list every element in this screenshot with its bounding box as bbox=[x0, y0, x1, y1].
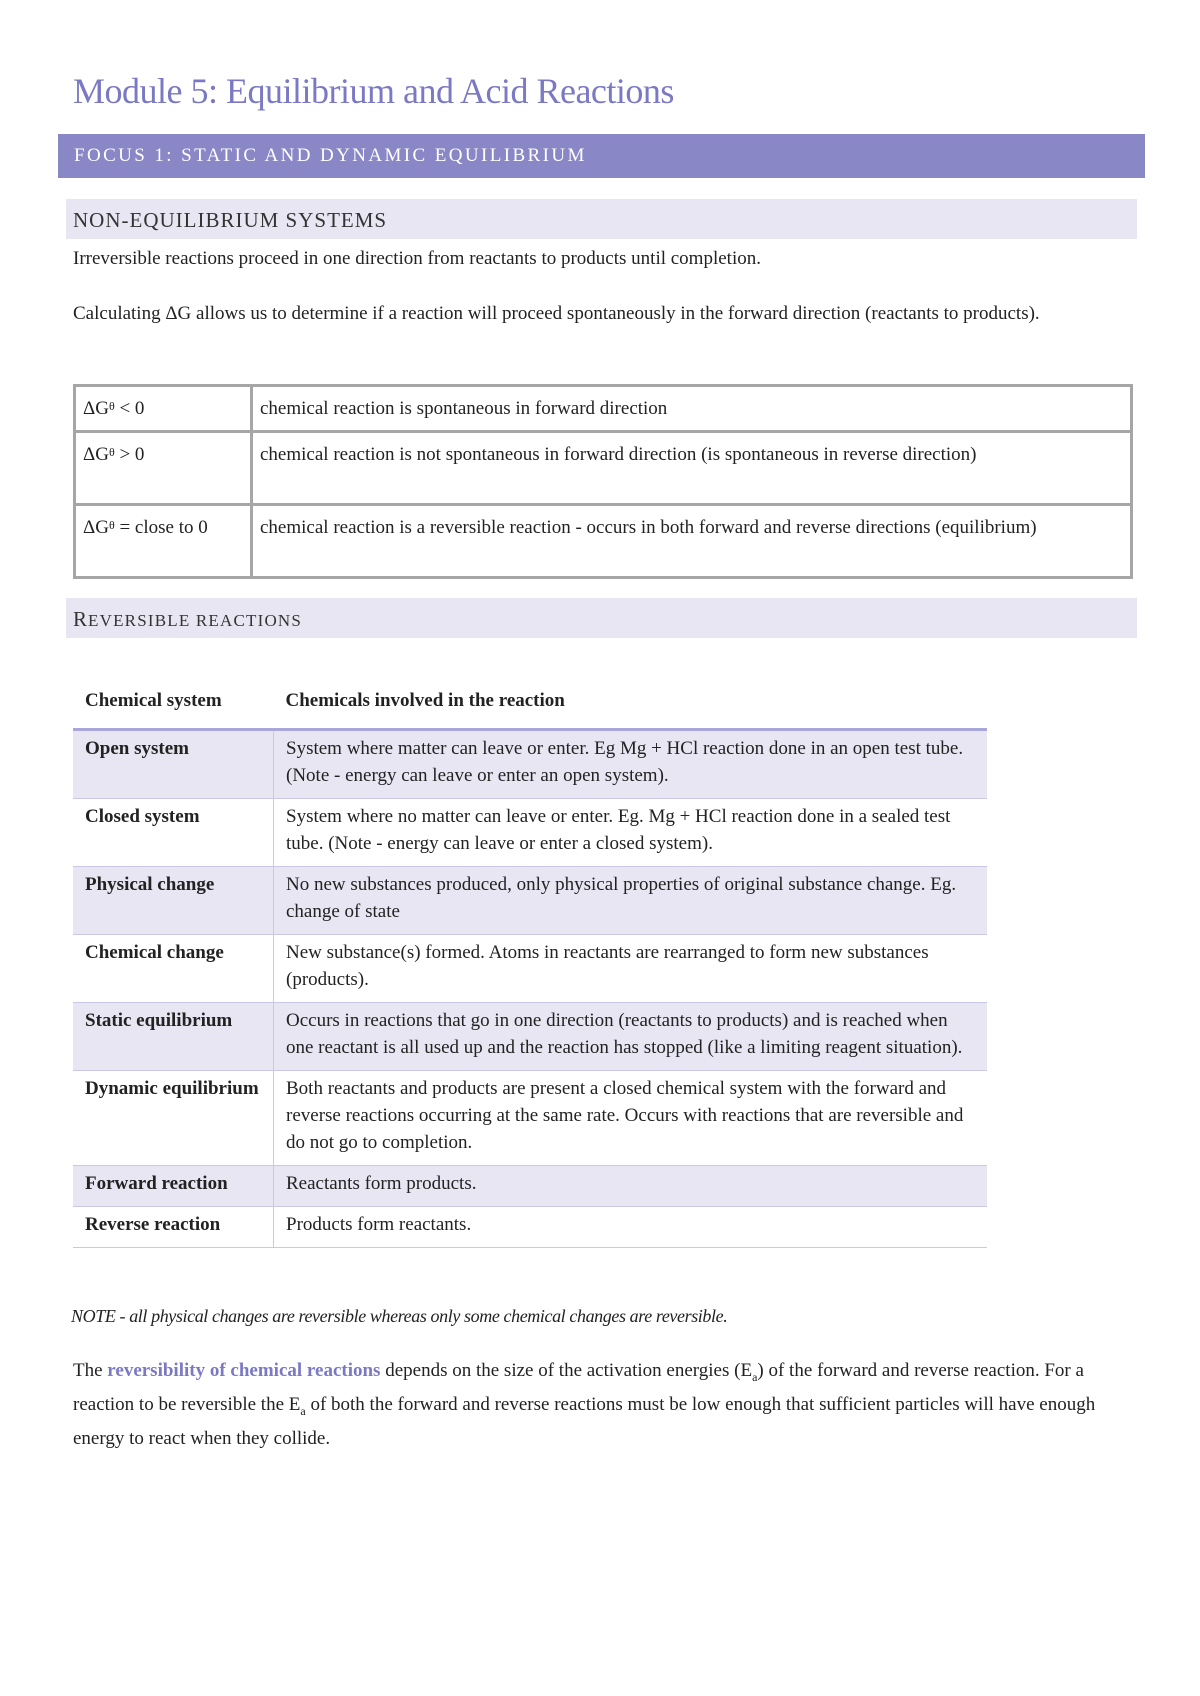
table-row bbox=[73, 1207, 987, 1248]
definition-cell: Products form reactants. bbox=[274, 1207, 988, 1248]
table-row bbox=[73, 935, 987, 1003]
definition-cell: Both reactants and products are present a closed chemical system with the forward and reverse reactions occurring at the same rate. Occurs with reactions that are reversible and do not go to completion. bbox=[274, 1071, 988, 1166]
highlight-term: reversibility of chemical reactions bbox=[107, 1360, 381, 1381]
table-row bbox=[73, 1071, 987, 1166]
term-cell: Chemical change bbox=[73, 935, 274, 1003]
chemical-system-table bbox=[73, 683, 987, 1248]
term-cell: Open system bbox=[73, 730, 274, 799]
page-title: Module 5: Equilibrium and Acid Reactions bbox=[73, 71, 674, 111]
term-cell: Static equilibrium bbox=[73, 1003, 274, 1071]
table-row bbox=[73, 1003, 987, 1071]
paragraph-irreversible: Irreversible reactions proceed in one direction from reactants to products until completion. bbox=[73, 248, 761, 269]
column-header-chemicals-involved: Chemicals involved in the reaction bbox=[274, 683, 988, 730]
definition-cell: No new substances produced, only physical properties of original substance change. Eg. change of state bbox=[274, 867, 988, 935]
table-row bbox=[73, 867, 987, 935]
table-row bbox=[73, 799, 987, 867]
section-heading-reversible: REVERSIBLE REACTIONS bbox=[66, 598, 1137, 638]
section-heading-non-equilibrium: NON-EQUILIBRIUM SYSTEMS bbox=[66, 199, 1137, 239]
table-header-row bbox=[73, 683, 987, 730]
table-row bbox=[75, 386, 1132, 432]
term-cell: Dynamic equilibrium bbox=[73, 1071, 274, 1166]
paragraph-delta-g: Calculating ΔG allows us to determine if a reaction will proceed spontaneously in the forward direction (reactants to products). bbox=[73, 303, 1040, 324]
note-text: NOTE - all physical changes are reversible whereas only some chemical changes are reversible. bbox=[71, 1306, 728, 1326]
definition-cell: System where no matter can leave or enter. Eg. Mg + HCl reaction done in a sealed test tube. (Note - energy can leave or enter a closed system). bbox=[274, 799, 988, 867]
delta-g-table bbox=[73, 384, 1133, 579]
term-cell: Closed system bbox=[73, 799, 274, 867]
condition-cell: $\Delta G^\theta$ = close to 0 bbox=[75, 505, 252, 578]
definition-cell: System where matter can leave or enter. Eg Mg + HCl reaction done in an open test tube. (Note - energy can leave or enter an open system). bbox=[274, 730, 988, 799]
table-row bbox=[75, 505, 1132, 578]
column-header-chemical-system: Chemical system bbox=[73, 683, 274, 730]
table-row bbox=[73, 730, 987, 799]
condition-cell: $\Delta G^\theta < 0$ bbox=[75, 386, 252, 432]
table-row bbox=[73, 1166, 987, 1207]
definition-cell: New substance(s) formed. Atoms in reactants are rearranged to form new substances (products). bbox=[274, 935, 988, 1003]
table-row bbox=[75, 432, 1132, 505]
definition-cell: Occurs in reactions that go in one direction (reactants to products) and is reached when one reactant is all used up and the reaction has stopped (like a limiting reagent situation). bbox=[274, 1003, 988, 1071]
meaning-cell: chemical reaction is spontaneous in forward direction bbox=[252, 386, 1132, 432]
definition-cell: Reactants form products. bbox=[274, 1166, 988, 1207]
term-cell: Physical change bbox=[73, 867, 274, 935]
meaning-cell: chemical reaction is not spontaneous in forward direction (is spontaneous in reverse direction) bbox=[252, 432, 1132, 505]
term-cell: Forward reaction bbox=[73, 1166, 274, 1207]
paragraph-reversibility: The reversibility of chemical reactions depends on the size of the activation energies $(E_a)$ of the forward and reverse reaction. For a reaction to be reversible the $E_a$ of both the forward and reverse reactions must be low enough that sufficient particles will have enough energy to react when they collide. bbox=[73, 1360, 1096, 1449]
term-cell: Reverse reaction bbox=[73, 1207, 274, 1248]
focus-banner: FOCUS 1: STATIC AND DYNAMIC EQUILIBRIUM bbox=[58, 134, 1145, 178]
meaning-cell: chemical reaction is a reversible reaction - occurs in both forward and reverse directions (equilibrium) bbox=[252, 505, 1132, 578]
condition-cell: $\Delta G^\theta > 0$ bbox=[75, 432, 252, 505]
